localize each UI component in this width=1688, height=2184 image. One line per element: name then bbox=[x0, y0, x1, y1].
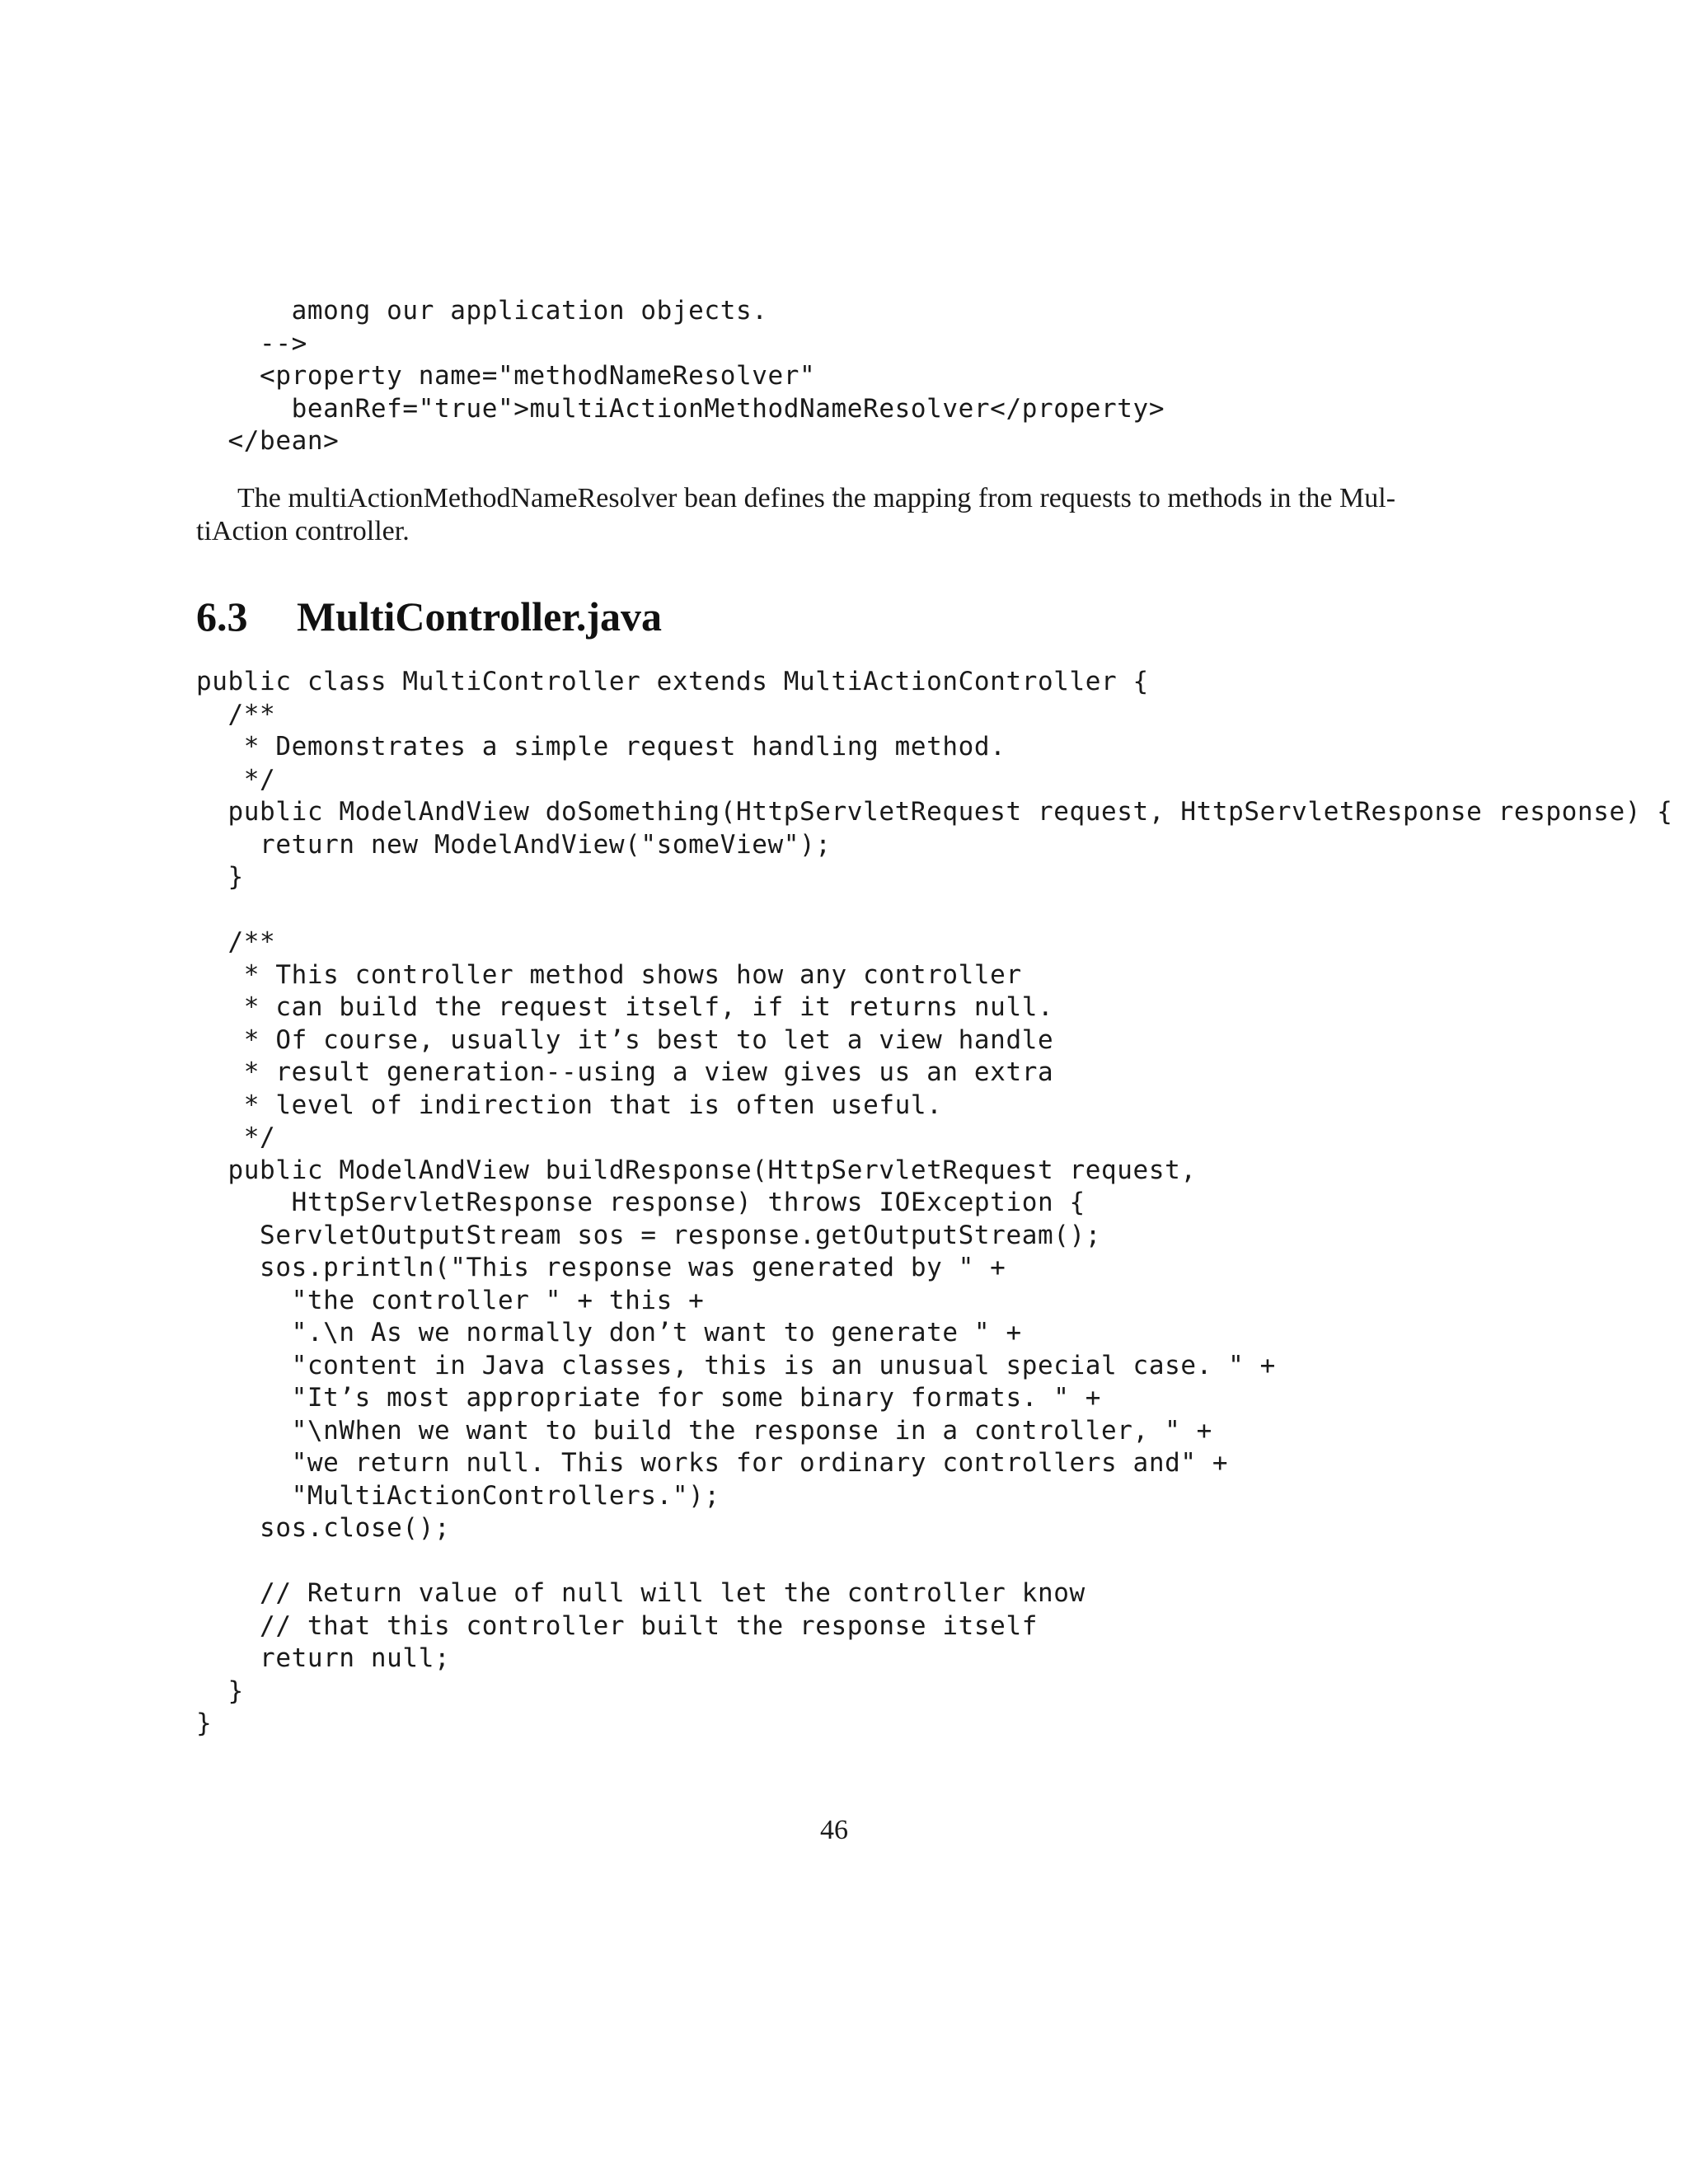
code-line: * This controller method shows how any controller bbox=[196, 959, 1022, 990]
code-line: // Return value of null will let the controller know bbox=[196, 1578, 1085, 1608]
body-paragraph bbox=[196, 482, 1474, 548]
code-line: /** bbox=[196, 927, 276, 957]
code-line: } bbox=[196, 1708, 213, 1738]
code-line: "we return null. This works for ordinary controllers and" + bbox=[196, 1448, 1229, 1478]
code-line: public ModelAndView buildResponse(HttpServletRequest request, bbox=[196, 1155, 1197, 1185]
code-line: ServletOutputStream sos = response.getOutputStream(); bbox=[196, 1220, 1102, 1250]
code-line: beanRef="true">multiActionMethodNameResolver</property> bbox=[196, 393, 1165, 424]
code-line: ".\n As we normally don’t want to generate " + bbox=[196, 1318, 1022, 1347]
code-line: * can build the request itself, if it returns null. bbox=[196, 992, 1054, 1022]
code-line: --> bbox=[196, 328, 307, 359]
code-line: } bbox=[196, 862, 244, 892]
code-line: return new ModelAndView("someView"); bbox=[196, 829, 832, 860]
code-line: "\nWhen we want to build the response in a controller, " + bbox=[196, 1415, 1212, 1446]
code-line: * Of course, usually it’s best to let a view handle bbox=[196, 1024, 1054, 1055]
section-heading bbox=[196, 592, 662, 641]
code-line: "content in Java classes, this is an unusual special case. " + bbox=[196, 1350, 1276, 1380]
code-line: among our application objects. bbox=[196, 296, 768, 326]
code-line bbox=[196, 894, 1673, 927]
paragraph-line: The multiActionMethodNameResolver bean defines the mapping from requests to methods in the Mul- bbox=[237, 483, 1396, 513]
code-line: return null; bbox=[196, 1643, 451, 1673]
code-line: /** bbox=[196, 699, 276, 729]
code-line: * Demonstrates a simple request handling method. bbox=[196, 732, 1006, 762]
code-line: "It’s most appropriate for some binary formats. " + bbox=[196, 1383, 1102, 1413]
paragraph-line: tiAction controller. bbox=[196, 516, 410, 546]
code-line: * level of indirection that is often useful. bbox=[196, 1090, 943, 1120]
code-line: HttpServletResponse response) throws IOException { bbox=[196, 1188, 1085, 1217]
code-line: <property name="methodNameResolver" bbox=[196, 361, 816, 391]
code-line: // that this controller built the response itself bbox=[196, 1610, 1038, 1641]
code-line: * result generation--using a view gives us an extra bbox=[196, 1057, 1054, 1087]
code-line: sos.close(); bbox=[196, 1513, 451, 1543]
code-line: </bean> bbox=[196, 426, 340, 456]
code-block-xml bbox=[196, 295, 1165, 458]
code-line: public ModelAndView doSomething(HttpServletRequest request, HttpServletResponse response) { bbox=[196, 797, 1673, 827]
page-number: 46 bbox=[820, 1815, 848, 1845]
code-line: } bbox=[196, 1675, 244, 1706]
code-line: "the controller " + this + bbox=[196, 1285, 705, 1315]
code-line bbox=[196, 1545, 1673, 1578]
code-line: */ bbox=[196, 764, 276, 794]
code-line: sos.println("This response was generated by " + bbox=[196, 1253, 1006, 1282]
code-line: */ bbox=[196, 1122, 276, 1152]
code-line: public class MultiController extends MultiActionController { bbox=[196, 667, 1149, 696]
code-block-java bbox=[196, 666, 1673, 1741]
code-line: "MultiActionControllers."); bbox=[196, 1480, 720, 1511]
section-number: 6.3 bbox=[196, 593, 248, 640]
section-title: MultiController.java bbox=[297, 593, 663, 640]
